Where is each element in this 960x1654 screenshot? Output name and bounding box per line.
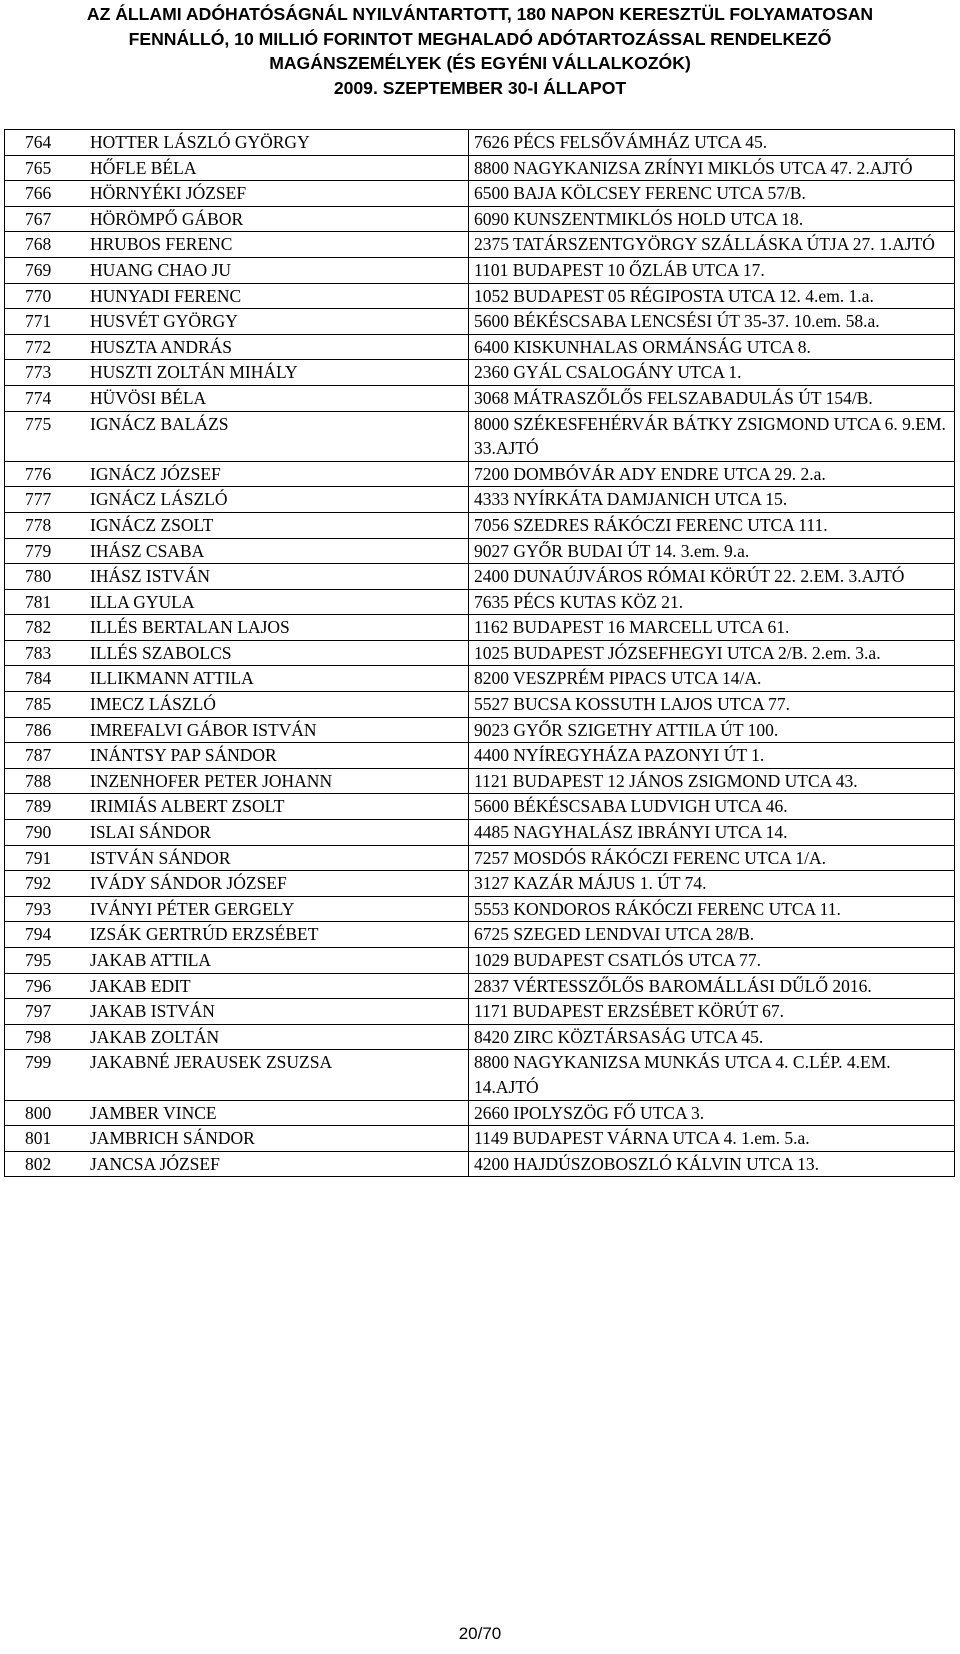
- row-address: 7626 PÉCS FELSŐVÁMHÁZ UTCA 45.: [469, 130, 955, 156]
- row-number: 797: [5, 999, 89, 1025]
- row-number: 771: [5, 309, 89, 335]
- row-name: HUNYADI FERENC: [88, 283, 469, 309]
- row-number: 784: [5, 666, 89, 692]
- table-row: [5, 360, 955, 386]
- row-number: 783: [5, 640, 89, 666]
- row-name: IHÁSZ ISTVÁN: [88, 564, 469, 590]
- table-row: [5, 334, 955, 360]
- table-row: [5, 1151, 955, 1177]
- row-address: 3068 MÁTRASZŐLŐS FELSZABADULÁS ÚT 154/B.: [469, 385, 955, 411]
- row-number: 787: [5, 743, 89, 769]
- table-row: [5, 309, 955, 335]
- row-address: 1025 BUDAPEST JÓZSEFHEGYI UTCA 2/B. 2.em. 3.a.: [469, 640, 955, 666]
- table-row: [5, 1126, 955, 1152]
- row-address: 8800 NAGYKANIZSA ZRÍNYI MIKLÓS UTCA 47. 2.AJTÓ: [469, 155, 955, 181]
- row-address: 3127 KAZÁR MÁJUS 1. ÚT 74.: [469, 871, 955, 897]
- document-header: [0, 0, 960, 100]
- table-row: [5, 487, 955, 513]
- row-address: 8200 VESZPRÉM PIPACS UTCA 14/A.: [469, 666, 955, 692]
- row-address: 6400 KISKUNHALAS ORMÁNSÁG UTCA 8.: [469, 334, 955, 360]
- table-row: [5, 999, 955, 1025]
- row-name: ISLAI SÁNDOR: [88, 820, 469, 846]
- table-row: [5, 385, 955, 411]
- row-number: 764: [5, 130, 89, 156]
- table-row: [5, 1050, 955, 1100]
- row-name: JAKAB ISTVÁN: [88, 999, 469, 1025]
- table-row: [5, 692, 955, 718]
- row-number: 768: [5, 232, 89, 258]
- row-number: 791: [5, 845, 89, 871]
- row-number: 800: [5, 1100, 89, 1126]
- table-row: [5, 564, 955, 590]
- table-row: [5, 206, 955, 232]
- row-name: JAMBRICH SÁNDOR: [88, 1126, 469, 1152]
- row-number: 796: [5, 973, 89, 999]
- row-name: ISTVÁN SÁNDOR: [88, 845, 469, 871]
- row-name: JAKAB ZOLTÁN: [88, 1024, 469, 1050]
- table-row: [5, 615, 955, 641]
- table-row: [5, 768, 955, 794]
- table-row: [5, 794, 955, 820]
- debtor-table: [4, 129, 955, 1177]
- row-name: HOTTER LÁSZLÓ GYÖRGY: [88, 130, 469, 156]
- page-number: 20/70: [458, 1624, 502, 1643]
- row-name: ILLA GYULA: [88, 589, 469, 615]
- row-number: 769: [5, 257, 89, 283]
- row-name: INZENHOFER PETER JOHANN: [88, 768, 469, 794]
- row-address: 9027 GYŐR BUDAI ÚT 14. 3.em. 9.a.: [469, 538, 955, 564]
- table-row: [5, 717, 955, 743]
- table-row: [5, 411, 955, 461]
- table-row: [5, 845, 955, 871]
- row-number: 799: [5, 1050, 89, 1100]
- row-name: HŐFLE BÉLA: [88, 155, 469, 181]
- row-name: HÖRÖMPŐ GÁBOR: [88, 206, 469, 232]
- table-row: [5, 922, 955, 948]
- row-name: JAKABNÉ JERAUSEK ZSUZSA: [88, 1050, 469, 1100]
- table-row: [5, 538, 955, 564]
- row-name: JAKAB EDIT: [88, 973, 469, 999]
- row-address: 4485 NAGYHALÁSZ IBRÁNYI UTCA 14.: [469, 820, 955, 846]
- row-name: IHÁSZ CSABA: [88, 538, 469, 564]
- row-address: 4333 NYÍRKÁTA DAMJANICH UTCA 15.: [469, 487, 955, 513]
- row-name: ILLÉS BERTALAN LAJOS: [88, 615, 469, 641]
- table-row: [5, 283, 955, 309]
- row-number: 794: [5, 922, 89, 948]
- row-address: 6725 SZEGED LENDVAI UTCA 28/B.: [469, 922, 955, 948]
- row-number: 776: [5, 461, 89, 487]
- row-address: 1121 BUDAPEST 12 JÁNOS ZSIGMOND UTCA 43.: [469, 768, 955, 794]
- row-address: 1149 BUDAPEST VÁRNA UTCA 4. 1.em. 5.a.: [469, 1126, 955, 1152]
- table-row: [5, 181, 955, 207]
- row-number: 802: [5, 1151, 89, 1177]
- row-number: 766: [5, 181, 89, 207]
- row-name: IVÁDY SÁNDOR JÓZSEF: [88, 871, 469, 897]
- table-row: [5, 820, 955, 846]
- row-number: 774: [5, 385, 89, 411]
- row-number: 782: [5, 615, 89, 641]
- row-name: HÖRNYÉKI JÓZSEF: [88, 181, 469, 207]
- row-address: 7635 PÉCS KUTAS KÖZ 21.: [469, 589, 955, 615]
- row-number: 801: [5, 1126, 89, 1152]
- row-address: 5527 BUCSA KOSSUTH LAJOS UTCA 77.: [469, 692, 955, 718]
- row-address: 6500 BAJA KÖLCSEY FERENC UTCA 57/B.: [469, 181, 955, 207]
- row-address: 7257 MOSDÓS RÁKÓCZI FERENC UTCA 1/A.: [469, 845, 955, 871]
- row-name: IGNÁCZ LÁSZLÓ: [88, 487, 469, 513]
- row-name: HRUBOS FERENC: [88, 232, 469, 258]
- row-number: 775: [5, 411, 89, 461]
- row-number: 778: [5, 512, 89, 538]
- row-number: 765: [5, 155, 89, 181]
- row-number: 770: [5, 283, 89, 309]
- row-number: 779: [5, 538, 89, 564]
- row-name: IMECZ LÁSZLÓ: [88, 692, 469, 718]
- row-address: 4200 HAJDÚSZOBOSZLÓ KÁLVIN UTCA 13.: [469, 1151, 955, 1177]
- row-name: HUSZTI ZOLTÁN MIHÁLY: [88, 360, 469, 386]
- row-name: IRIMIÁS ALBERT ZSOLT: [88, 794, 469, 820]
- table-row: [5, 155, 955, 181]
- table-row: [5, 130, 955, 156]
- table-row: [5, 973, 955, 999]
- row-name: ILLIKMANN ATTILA: [88, 666, 469, 692]
- row-number: 786: [5, 717, 89, 743]
- row-number: 795: [5, 948, 89, 974]
- row-name: INÁNTSY PAP SÁNDOR: [88, 743, 469, 769]
- row-number: 781: [5, 589, 89, 615]
- row-name: IGNÁCZ JÓZSEF: [88, 461, 469, 487]
- row-address: 2660 IPOLYSZÖG FŐ UTCA 3.: [469, 1100, 955, 1126]
- row-name: HÜVÖSI BÉLA: [88, 385, 469, 411]
- table-row: [5, 512, 955, 538]
- row-address: 5600 BÉKÉSCSABA LUDVIGH UTCA 46.: [469, 794, 955, 820]
- row-name: JANCSA JÓZSEF: [88, 1151, 469, 1177]
- row-name: IVÁNYI PÉTER GERGELY: [88, 896, 469, 922]
- row-address: 7056 SZEDRES RÁKÓCZI FERENC UTCA 111.: [469, 512, 955, 538]
- row-address: 1162 BUDAPEST 16 MARCELL UTCA 61.: [469, 615, 955, 641]
- row-address: 8800 NAGYKANIZSA MUNKÁS UTCA 4. C.LÉP. 4.EM. 14.AJTÓ: [469, 1050, 955, 1100]
- row-number: 767: [5, 206, 89, 232]
- header-line-2: FENNÁLLÓ, 10 MILLIÓ FORINTOT MEGHALADÓ ADÓTARTOZÁSSAL RENDELKEZŐ: [128, 28, 832, 49]
- row-name: HUANG CHAO JU: [88, 257, 469, 283]
- row-address: 1101 BUDAPEST 10 ŐZLÁB UTCA 17.: [469, 257, 955, 283]
- row-address: 2360 GYÁL CSALOGÁNY UTCA 1.: [469, 360, 955, 386]
- debtor-table-body: [5, 130, 955, 1177]
- table-row: [5, 666, 955, 692]
- header-line-1: AZ ÁLLAMI ADÓHATÓSÁGNÁL NYILVÁNTARTOTT, 180 NAPON KERESZTÜL FOLYAMATOSAN: [86, 4, 874, 24]
- row-number: 798: [5, 1024, 89, 1050]
- row-address: 5600 BÉKÉSCSABA LENCSÉSI ÚT 35-37. 10.em. 58.a.: [469, 309, 955, 335]
- row-name: JAMBER VINCE: [88, 1100, 469, 1126]
- table-row: [5, 461, 955, 487]
- table-row: [5, 896, 955, 922]
- table-row: [5, 948, 955, 974]
- row-number: 793: [5, 896, 89, 922]
- row-number: 777: [5, 487, 89, 513]
- row-number: 788: [5, 768, 89, 794]
- row-address: 5553 KONDOROS RÁKÓCZI FERENC UTCA 11.: [469, 896, 955, 922]
- row-number: 789: [5, 794, 89, 820]
- row-address: 1052 BUDAPEST 05 RÉGIPOSTA UTCA 12. 4.em. 1.a.: [469, 283, 955, 309]
- row-number: 790: [5, 820, 89, 846]
- table-row: [5, 1024, 955, 1050]
- row-address: 2375 TATÁRSZENTGYÖRGY SZÁLLÁSKA ÚTJA 27. 1.AJTÓ: [469, 232, 955, 258]
- row-name: ILLÉS SZABOLCS: [88, 640, 469, 666]
- row-address: 9023 GYŐR SZIGETHY ATTILA ÚT 100.: [469, 717, 955, 743]
- row-name: IMREFALVI GÁBOR ISTVÁN: [88, 717, 469, 743]
- table-row: [5, 257, 955, 283]
- row-number: 772: [5, 334, 89, 360]
- row-name: IGNÁCZ ZSOLT: [88, 512, 469, 538]
- header-line-4: 2009. SZEPTEMBER 30-I ÁLLAPOT: [333, 77, 627, 98]
- table-row: [5, 871, 955, 897]
- table-row: [5, 743, 955, 769]
- row-name: HUSVÉT GYÖRGY: [88, 309, 469, 335]
- table-row: [5, 640, 955, 666]
- table-row: [5, 589, 955, 615]
- row-address: 1171 BUDAPEST ERZSÉBET KÖRÚT 67.: [469, 999, 955, 1025]
- table-row: [5, 232, 955, 258]
- row-address: 8420 ZIRC KÖZTÁRSASÁG UTCA 45.: [469, 1024, 955, 1050]
- row-address: 7200 DOMBÓVÁR ADY ENDRE UTCA 29. 2.a.: [469, 461, 955, 487]
- row-name: IZSÁK GERTRÚD ERZSÉBET: [88, 922, 469, 948]
- row-number: 773: [5, 360, 89, 386]
- table-row: [5, 1100, 955, 1126]
- row-number: 785: [5, 692, 89, 718]
- row-address: 6090 KUNSZENTMIKLÓS HOLD UTCA 18.: [469, 206, 955, 232]
- row-address: 2400 DUNAÚJVÁROS RÓMAI KÖRÚT 22. 2.EM. 3.AJTÓ: [469, 564, 955, 590]
- header-line-3: MAGÁNSZEMÉLYEK (ÉS EGYÉNI VÁLLALKOZÓK): [269, 53, 691, 73]
- row-address: 2837 VÉRTESSZŐLŐS BAROMÁLLÁSI DŰLŐ 2016.: [469, 973, 955, 999]
- row-number: 780: [5, 564, 89, 590]
- row-address: 4400 NYÍREGYHÁZA PAZONYI ÚT 1.: [469, 743, 955, 769]
- row-address: 8000 SZÉKESFEHÉRVÁR BÁTKY ZSIGMOND UTCA 6. 9.EM. 33.AJTÓ: [469, 411, 955, 461]
- row-name: JAKAB ATTILA: [88, 948, 469, 974]
- row-address: 1029 BUDAPEST CSATLÓS UTCA 77.: [469, 948, 955, 974]
- row-name: IGNÁCZ BALÁZS: [88, 411, 469, 461]
- row-number: 792: [5, 871, 89, 897]
- row-name: HUSZTA ANDRÁS: [88, 334, 469, 360]
